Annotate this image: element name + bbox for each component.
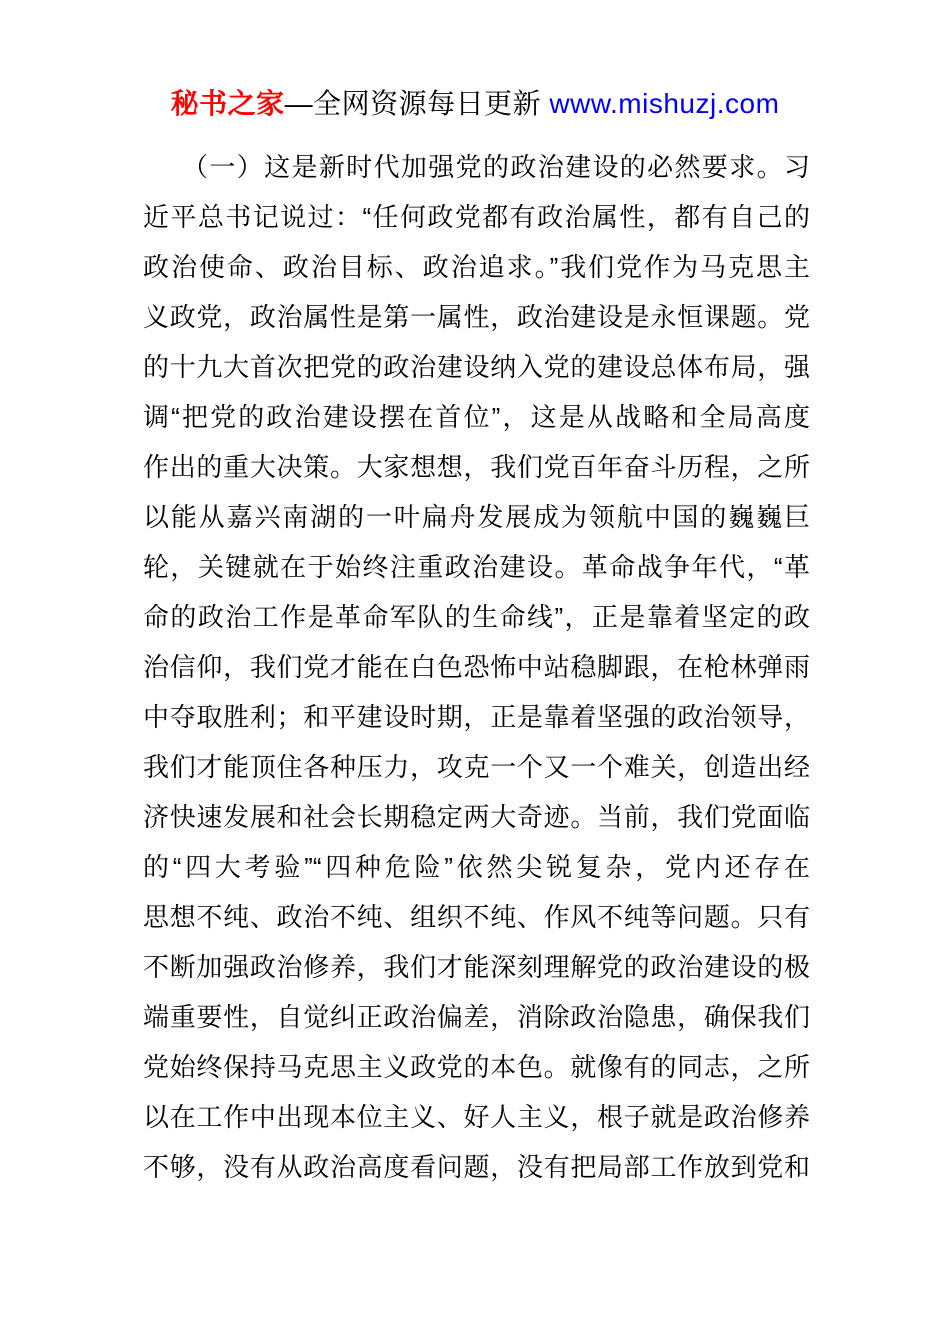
paragraph-line: 党始终保持马克思主义政党的本色。就像有的同志，之所: [143, 1052, 810, 1082]
site-tagline: —全网资源每日更新: [284, 88, 550, 119]
paragraph-line: 的“四大考验”“四种危险”依然尖锐复杂，党内还存在: [143, 852, 810, 882]
paragraph-line: 政治使命、政治目标、政治追求。”我们党作为马克思主: [143, 252, 810, 282]
paragraph-line: 调“把党的政治建设摆在首位”，这是从战略和全局高度: [143, 402, 810, 432]
paragraph-line: 义政党，政治属性是第一属性，政治建设是永恒课题。党: [143, 302, 810, 332]
paragraph-line: 轮，关键就在于始终注重政治建设。革命战争年代，“革: [143, 552, 810, 582]
paragraph-line: 端重要性，自觉纠正政治偏差，消除政治隐患，确保我们: [143, 1002, 810, 1032]
paragraph-line: 治信仰，我们党才能在白色恐怖中站稳脚跟，在枪林弹雨: [143, 652, 810, 682]
paragraph-line: 近平总书记说过：“任何政党都有政治属性，都有自己的: [143, 202, 810, 232]
paragraph-line: 不够，没有从政治高度看问题，没有把局部工作放到党和: [143, 1152, 810, 1182]
paragraph-line: 作出的重大决策。大家想想，我们党百年奋斗历程，之所: [143, 452, 810, 482]
paragraph-line: 我们才能顶住各种压力，攻克一个又一个难关，创造出经: [143, 752, 810, 782]
paragraph-line: 思想不纯、政治不纯、组织不纯、作风不纯等问题。只有: [143, 902, 810, 932]
paragraph-line: 命的政治工作是革命军队的生命线”，正是靠着坚定的政: [143, 602, 810, 632]
site-url-link[interactable]: www.mishuzj.com: [549, 88, 780, 119]
paragraph-line: 以能从嘉兴南湖的一叶扁舟发展成为领航中国的巍巍巨: [143, 502, 810, 532]
paragraph-line: 济快速发展和社会长期稳定两大奇迹。当前，我们党面临: [143, 802, 810, 832]
document-body: [143, 142, 810, 1192]
paragraph-line: （一）这是新时代加强党的政治建设的必然要求。习: [182, 152, 810, 182]
site-header: [0, 0, 950, 124]
site-brand: 秘书之家: [170, 88, 285, 119]
paragraph-line: 的十九大首次把党的政治建设纳入党的建设总体布局，强: [143, 352, 810, 382]
paragraph-line: 中夺取胜利；和平建设时期，正是靠着坚强的政治领导，: [143, 702, 810, 732]
paragraph-line: 以在工作中出现本位主义、好人主义，根子就是政治修养: [143, 1102, 810, 1132]
paragraph-line: 不断加强政治修养，我们才能深刻理解党的政治建设的极: [143, 952, 810, 982]
